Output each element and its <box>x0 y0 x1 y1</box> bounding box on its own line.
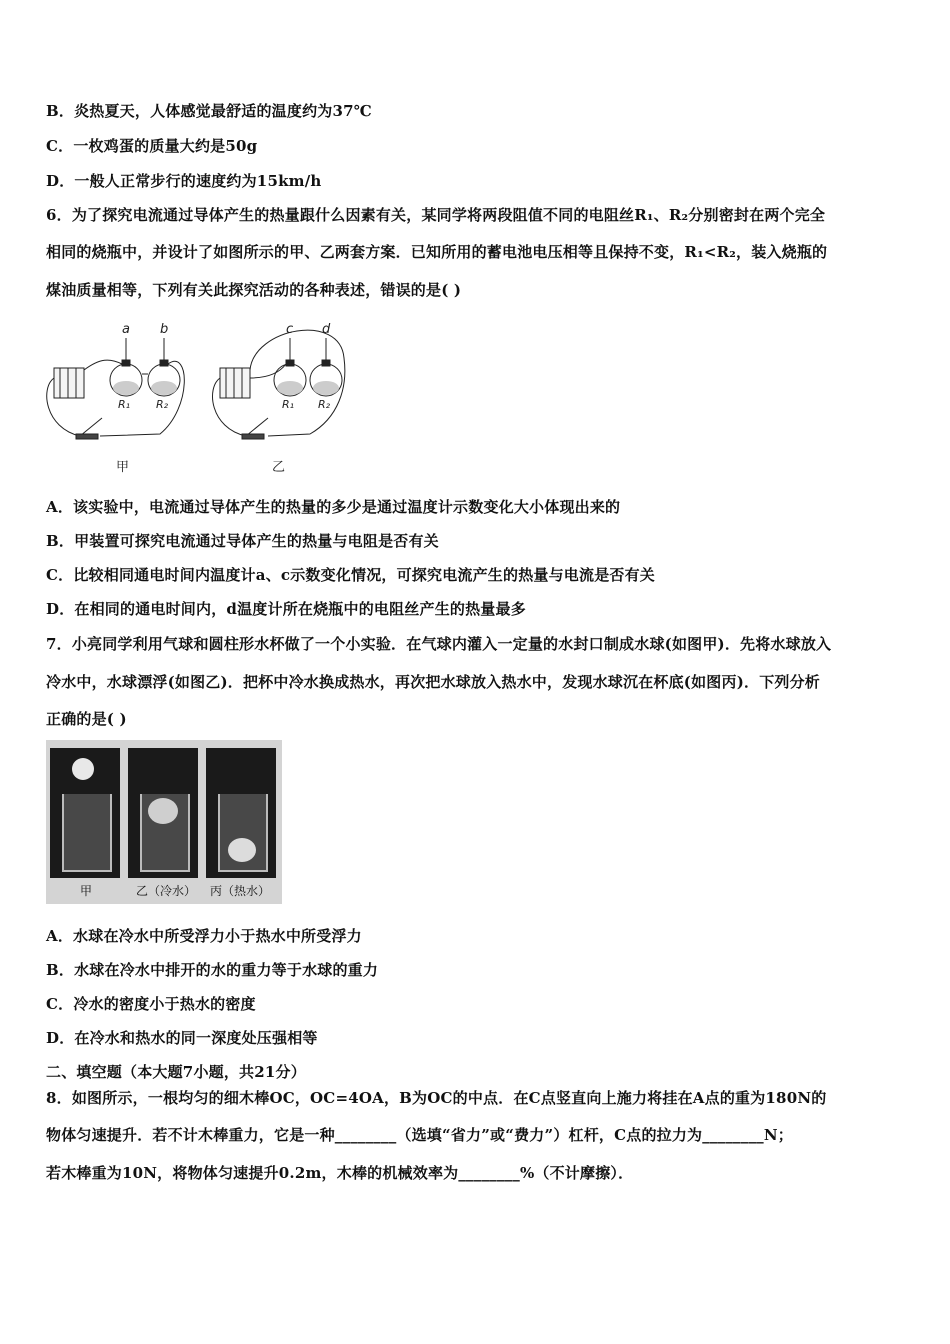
q7-option-c: C．冷水的密度小于热水的密度 <box>46 995 256 1013</box>
q6-option-c: C．比较相同通电时间内温度计a、c示数变化情况，可探究电流产生的热量与电流是否有关 <box>46 566 655 584</box>
q8-line-2: 物体匀速提升．若不计木棒重力，它是一种________（选填“省力”或“费力”）杠杆，C点的拉力为________N； <box>46 1126 793 1144</box>
q6-stem-line-3: 煤油质量相等，下列有关此探究活动的各种表述，错误的是( ) <box>46 281 462 299</box>
photo-panel-jia <box>50 748 120 878</box>
q6-option-b: B．甲装置可探究电流通过导体产生的热量与电阻是否有关 <box>46 532 439 550</box>
resistor-r2-label-yi: R₂ <box>318 398 331 411</box>
q6-circuit-figure <box>40 318 360 478</box>
q7-water-ball-photo <box>46 740 282 904</box>
resistor-r1-label-yi: R₁ <box>282 398 295 411</box>
resistor-r1-label-jia: R₁ <box>118 398 131 411</box>
photo-panel-bing <box>206 748 276 878</box>
thermometer-b-label: b <box>160 322 169 337</box>
q7-option-b: B．水球在冷水中排开的水的重力等于水球的重力 <box>46 961 379 979</box>
q7-stem-line-1: 7．小亮同学利用气球和圆柱形水杯做了一个小实验．在气球内灌入一定量的水封口制成水球(如图甲)．先将水球放入 <box>46 635 832 653</box>
photo-caption-yi: 乙（冷水） <box>136 884 197 898</box>
q7-stem-line-2: 冷水中，水球漂浮(如图乙)．把杯中冷水换成热水，再次把水球放入热水中，发现水球沉在杯底(如图丙)．下列分析 <box>46 673 820 691</box>
photo-caption-bing: 丙（热水） <box>210 884 271 898</box>
q5-option-b: B．炎热夏天，人体感觉最舒适的温度约为37℃ <box>46 102 372 120</box>
glass <box>218 794 268 872</box>
photo-caption-jia: 甲 <box>80 884 93 898</box>
thermometer-a-label: a <box>122 322 130 337</box>
q6-option-d: D．在相同的通电时间内，d温度计所在烧瓶中的电阻丝产生的热量最多 <box>46 600 526 618</box>
q6-stem-line-2: 相同的烧瓶中，并设计了如图所示的甲、乙两套方案．已知所用的蓄电池电压相等且保持不变，R₁<R₂，装入烧瓶的 <box>46 243 828 261</box>
thermometer-c-label: c <box>286 322 294 337</box>
q6-option-a: A．该实验中，电流通过导体产生的热量的多少是通过温度计示数变化大小体现出来的 <box>46 498 621 516</box>
water-ball <box>228 838 256 862</box>
q8-line-3: 若木棒重为10N，将物体匀速提升0.2m，木棒的机械效率为________%（不计摩擦）． <box>46 1164 634 1182</box>
q5-option-c: C．一枚鸡蛋的质量大约是50g <box>46 137 258 155</box>
thermometer-d-label: d <box>322 322 331 337</box>
q7-stem-line-3: 正确的是( ) <box>46 710 127 728</box>
figure-caption-jia: 甲 <box>116 460 130 475</box>
q6-stem-line-1: 6．为了探究电流通过导体产生的热量跟什么因素有关，某同学将两段阻值不同的电阻丝R₁、R₂分别密封在两个完全 <box>46 206 826 224</box>
photo-panel-yi <box>128 748 198 878</box>
section-heading: 二、填空题（本大题7小题，共21分） <box>46 1063 306 1081</box>
q8-line-1: 8．如图所示，一根均匀的细木棒OC，OC=4OA，B为OC的中点．在C点竖直向上施力将挂在A点的重为180N的 <box>46 1089 827 1107</box>
glass <box>140 794 190 872</box>
q7-option-d: D．在冷水和热水的同一深度处压强相等 <box>46 1029 318 1047</box>
figure-caption-yi: 乙 <box>272 460 286 475</box>
resistor-r2-label-jia: R₂ <box>156 398 169 411</box>
water-ball <box>148 798 178 824</box>
glass <box>62 794 112 872</box>
q5-option-d: D．一般人正常步行的速度约为15km/h <box>46 172 322 190</box>
circuit-diagram <box>40 318 360 478</box>
water-ball <box>72 758 94 780</box>
q7-option-a: A．水球在冷水中所受浮力小于热水中所受浮力 <box>46 927 362 945</box>
